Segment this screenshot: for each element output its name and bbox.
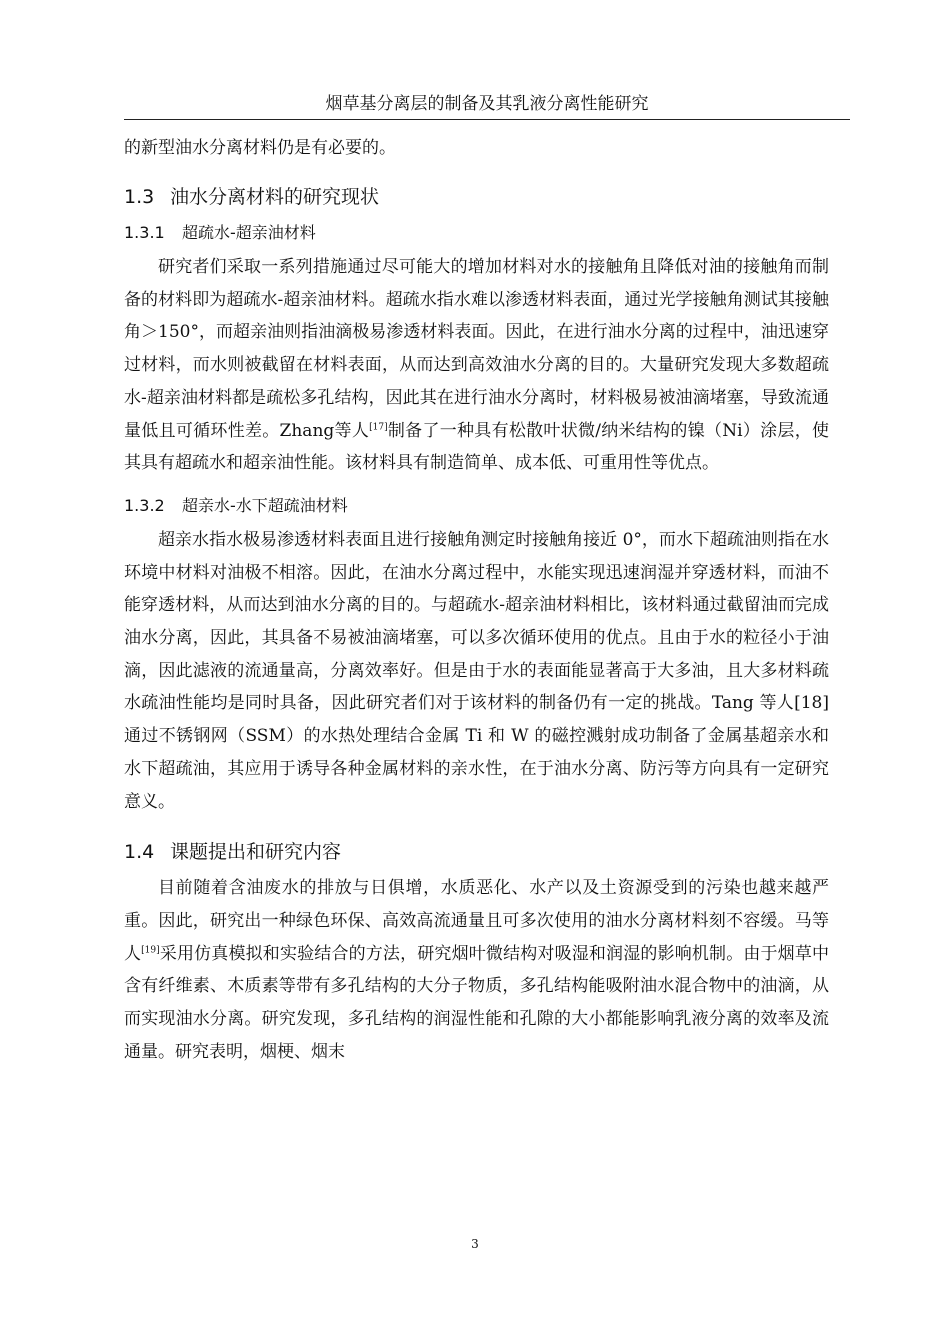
section-number: 1.4: [124, 841, 155, 864]
section-title: 油水分离材料的研究现状: [170, 186, 380, 208]
paragraph-superhydrophilic: 超亲水指水极易渗透材料表面且进行接触角测定时接触角接近 0°，而水下超疏油则指在水环境中材料对油极不相溶。因此，在油水分离过程中，水能实现迅速润湿并穿透材料，而油不能穿透材料，从而达到油水分离的目的。与超疏水-超亲油材料相比，该材料通过截留油而完成油水分离，因此，其具备不易被油滴堵塞，可以多次循环使用的优点。且由于水的粒径小于油滴，因此滤液的流通量高，分离效率好。但是由于水的表面能显著高于大多油，且大多材料疏水疏油性能均是同时具备，因此研究者们对于该材料的制备仍有一定的挑战。Tang 等人[18]通过不锈钢网（SSM）的水热处理结合金属 Ti 和 W 的磁控溅射成功制备了金属基超亲水和水下超疏油，其应用于诱导各种金属材料的亲水性，在于油水分离、防污等方向具有一定研究意义。: [124, 529, 829, 812]
subsection-number: 1.3.2: [124, 495, 165, 515]
intro-tail-paragraph: 的新型油水分离材料仍是有必要的。: [124, 138, 396, 158]
subsection-title: 超疏水-超亲油材料: [182, 223, 316, 242]
citation: [19]: [141, 945, 160, 955]
page-body: [124, 132, 829, 1068]
running-header: 烟草基分离层的制备及其乳液分离性能研究: [325, 94, 649, 114]
section-title: 课题提出和研究内容: [170, 841, 342, 864]
section-1-4-heading: [124, 838, 829, 866]
paragraph-text: 研究者们采取一系列措施通过尽可能大的增加材料对水的接触角且降低对油的接触角而制备的材料即为超疏水-超亲油材料。超疏水指水难以渗透材料表面，通过光学接触角测试其接触角＞150°，而超亲油则指油滴极易渗透材料表面。因此，在进行油水分离的过程中，油迅速穿过材料，而水则被截留在材料表面，从而达到高效油水分离的目的。大量研究发现大多数超疏水-超亲油材料都是疏松多孔结构，因此其在进行油水分离时，材料极易被油滴堵塞，导致流通量低且可循环性差。Zhang等人: [124, 257, 829, 441]
paragraph-text: 采用仿真模拟和实验结合的方法，研究烟叶微结构对吸湿和润湿的影响机制。由于烟草中含有纤维素、木质素等带有多孔结构的大分子物质，多孔结构能吸附油水混合物中的油滴，从而实现油水分离。研究发现，多孔结构的润湿性能和孔隙的大小都能影响乳液分离的效率及流通量。研究表明，烟梗、烟末: [124, 943, 830, 1062]
paragraph-text: 目前随着含油废水的排放与日俱增，水质恶化、水产以及土资源受到的污染也越来越严重。因此，研究出一种绿色环保、高效高流通量且可多次使用的油水分离材料刻不容缓。马等人: [124, 878, 829, 964]
header-rule: [124, 119, 850, 120]
subsection-1-3-2-heading: [124, 494, 829, 518]
section-number: 1.3: [124, 186, 155, 208]
citation: [17]: [369, 421, 388, 432]
subsection-number: 1.3.1: [124, 223, 165, 242]
subsection-1-3-1-heading: [124, 221, 829, 245]
section-1-3-heading: [124, 183, 829, 211]
subsection-title: 超亲水-水下超疏油材料: [182, 495, 348, 515]
paragraph-text: 制备了一种具有松散叶状微/纳米结构的镍（Ni）涂层，使其具有超疏水和超亲油性能。该材料具有制造简单、成本低、可重用性等优点。: [124, 420, 829, 474]
paragraph-research-content: [124, 872, 829, 1068]
paragraph-superhydrophobic: [124, 251, 829, 480]
page-number: 3: [471, 1237, 479, 1251]
